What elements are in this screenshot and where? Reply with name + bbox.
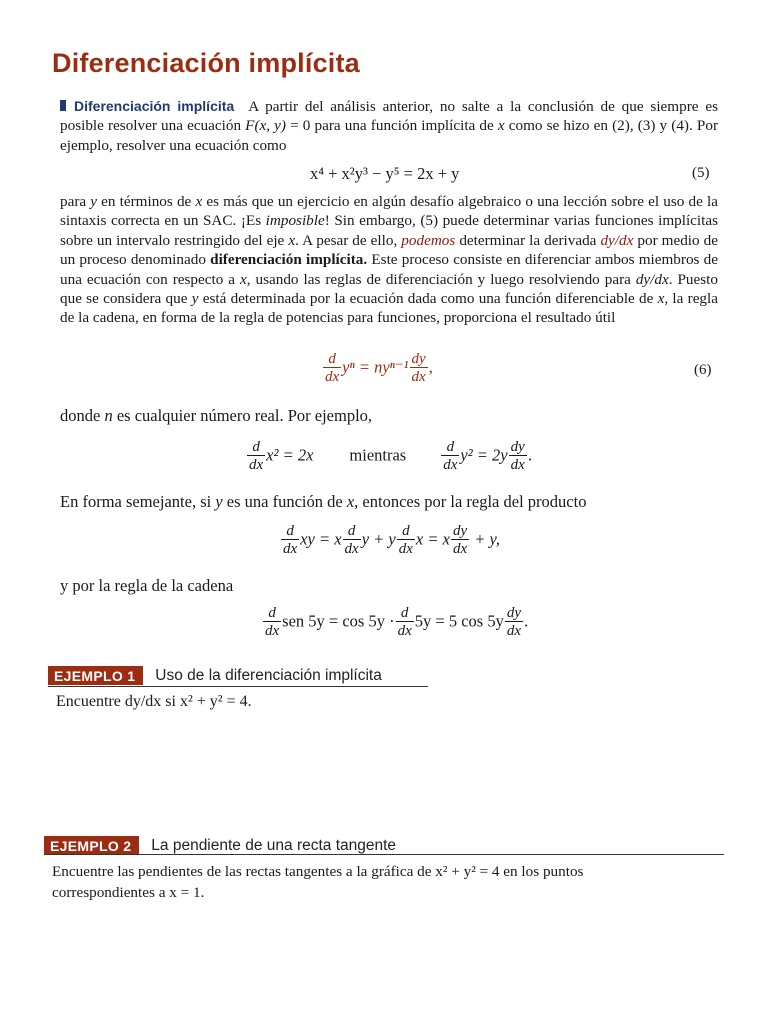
section-marker-icon [60,100,66,111]
example-title: La pendiente de una recta tangente [151,837,397,854]
text: como se hizo en (2), (3) y (4). Por ejemplo, resolver una ecuación como [60,117,718,154]
page-title: Diferenciación implícita [52,48,360,78]
fraction [323,352,341,385]
text: , la regla de la cadena, en forma de la regla de potencias para funciones, proporciona el resultado útil [60,290,718,327]
text: F(x, y) [245,117,286,135]
intro-paragraph [60,97,718,155]
equation-number-5: (5) [692,165,710,181]
example-badge: EJEMPLO 2 [44,836,139,855]
text: x [497,117,505,135]
section-title: Diferenciación implícita [74,98,235,114]
text: yⁿ = nyⁿ⁻¹ [342,357,409,377]
text: , entonces por la regla del producto [354,492,587,511]
text: imposible [265,212,325,230]
text: , usando las reglas de diferenciación y luego resolviendo para [246,270,636,288]
text: x [346,492,355,511]
example-2-body-line-1: Encuentre las pendientes de las rectas tangentes a la gráfica de x² + y² = 4 en los puntos [52,863,584,880]
text: determinar la derivada [455,231,601,249]
explanation-paragraph [60,192,718,328]
text: dy [510,439,525,455]
text: es cualquier número real. Por ejemplo, [112,406,373,425]
text: está determinada por la ecuación dada como una función diferenciable de [198,290,658,308]
text: para [60,193,91,210]
text: dx [283,541,298,557]
text: x [657,290,665,308]
text: dx [265,623,280,639]
text: sen 5y = cos 5y · [282,611,395,631]
text: xy = x [300,529,342,549]
equation-6 [322,352,433,385]
example-title: Uso de la diferenciación implícita [155,667,382,684]
equation-number-6: (6) [694,362,712,378]
fraction [451,524,469,557]
text: 5y = 5 cos 5y [414,611,504,631]
text: dx [510,457,525,473]
text: dy [452,523,468,539]
text: d [402,523,410,539]
text: es una función de [222,492,347,511]
text: podemos [401,231,456,249]
text: d [328,351,336,367]
text: d [347,523,356,539]
text: dx [398,541,413,557]
text: dy [506,605,521,621]
text: dy [411,351,426,367]
example-badge: EJEMPLO 1 [48,666,143,685]
text: + y, [470,529,501,549]
equation-7 [246,440,532,473]
text: x = x [415,529,450,549]
text: diferenciación implícita. [210,251,368,269]
text: y² = 2y [460,445,508,465]
text: dx [249,457,264,473]
text: d [286,523,294,539]
example-1-header [48,666,382,685]
fraction [281,524,299,557]
text: por medio de un proceso denominado [60,231,718,269]
fraction [441,440,459,473]
text: d [400,605,409,621]
text: dx [443,457,458,473]
text: y [215,492,223,511]
fraction [505,606,523,639]
text: En forma semejante, si [60,492,216,511]
text: . [527,445,532,465]
fraction [397,524,415,557]
text: dx [411,369,426,385]
text: es más que un ejercicio en algún desafío algebraico o una lección sobre el uso de la sintaxis correcta en un SAC. ¡Es [60,193,718,230]
example-2-rule [44,854,724,855]
text: d [268,605,276,621]
text: x² = 2x [266,445,314,465]
text: dx [325,369,340,385]
text: y + y [361,529,396,549]
text: , [428,357,433,377]
equation-9 [262,606,528,639]
text: mientras [349,445,407,465]
fraction [263,606,281,639]
text: Este proceso consiste en diferenciar ambos miembros de una ecuación con respecto a [60,251,719,288]
text: A partir del análisis anterior, no salte a la conclusión de que siempre es posible resolver una ecuación [60,98,718,135]
text: d [446,439,455,455]
text: x [288,231,296,249]
text: y [191,290,199,308]
example-2-header [44,836,396,855]
fraction [343,524,361,557]
text: x [239,270,247,288]
text: dx [344,541,359,557]
text: dx [452,541,468,557]
text: . A pesar de ello, [295,231,402,249]
text: dx [397,623,412,639]
text: n [104,406,113,425]
text: dy/dx [600,231,634,249]
text: . Puesto que se considera que [60,270,718,308]
fraction [509,440,527,473]
example-2-body-line-2: correspondientes a x = 1. [52,884,205,901]
text: y [90,193,98,210]
example-lead-paragraph [60,406,718,425]
text: x [195,193,203,210]
chain-rule-paragraph: y por la regla de la cadena [60,576,234,595]
text: donde [60,406,105,425]
text: dy/dx [635,270,669,288]
text: d [252,439,260,455]
example-1-rule [48,686,428,687]
text: = 0 para una función implícita de [285,117,498,135]
text: dx [506,623,521,639]
example-1-body: Encuentre dy/dx si x² + y² = 4. [56,693,252,710]
text: ! Sin embargo, (5) puede determinar varias funciones implícitas sobre un intervalo restringido del eje [60,212,718,249]
equation-8 [280,524,500,557]
text: . [524,611,529,631]
fraction [396,606,414,639]
fraction [410,352,428,385]
product-rule-paragraph [60,492,718,511]
text: en términos de [97,193,196,210]
equation-5: x⁴ + x²y³ − y⁵ = 2x + y [310,164,460,183]
fraction [247,440,265,473]
